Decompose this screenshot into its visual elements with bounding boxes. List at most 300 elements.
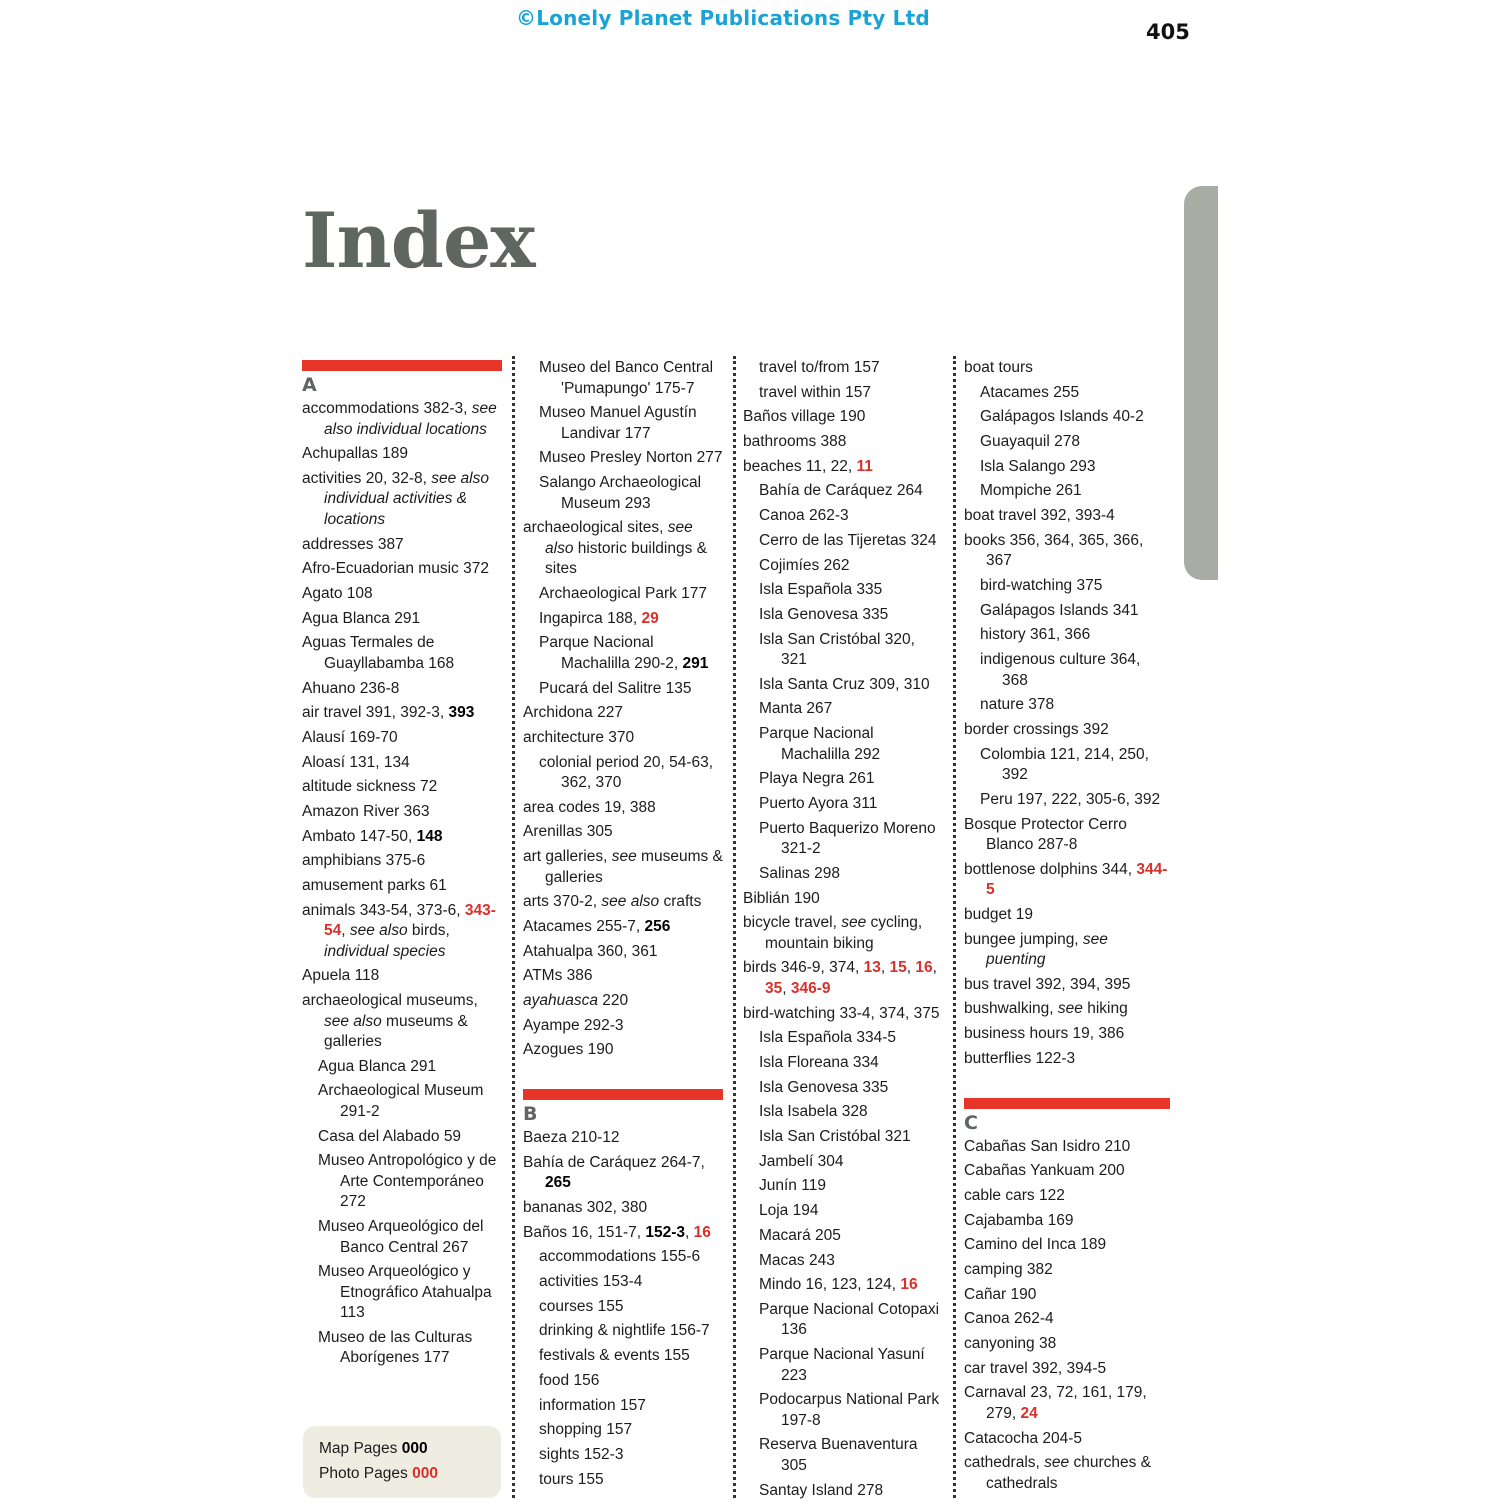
page-ref: 29: [641, 609, 659, 627]
index-subentry: [523, 1470, 723, 1491]
page-ref: 265: [545, 1174, 571, 1192]
entry-text: Archaeological Park 177: [539, 584, 708, 602]
entry-text: drinking & nightlife 156-7: [539, 1322, 710, 1340]
entry-text: cathedrals,: [964, 1454, 1045, 1472]
index-subentry: [743, 1345, 943, 1386]
index-entry: [523, 892, 723, 913]
index-subentry: [523, 753, 723, 794]
section-gap: [964, 1074, 1170, 1096]
entry-text: Isla San Cristóbal 321: [759, 1128, 911, 1146]
entry-text: border crossings 392: [964, 720, 1109, 738]
entry-text: amphibians 375-6: [302, 852, 426, 870]
index-entry: [964, 1235, 1170, 1256]
index-entry: [302, 753, 502, 774]
index-entry: [964, 1453, 1170, 1494]
page-ref: 343-54: [324, 901, 496, 940]
entry-text: Amazon River 363: [302, 802, 430, 820]
index-subentry: [964, 695, 1170, 716]
index-entry: [964, 1137, 1170, 1158]
index-subentry: [743, 1176, 943, 1197]
page-ref: 148: [416, 827, 443, 845]
entry-text: Aloasí 131, 134: [302, 753, 410, 771]
index-subentry: [743, 819, 943, 860]
index-entry: [302, 901, 502, 963]
index-entry: [302, 444, 502, 465]
copyright-notice: ©Lonely Planet Publications Pty Ltd: [516, 6, 930, 30]
entry-text: air travel 391, 392-3,: [302, 704, 449, 722]
entry-text: shopping 157: [539, 1421, 633, 1439]
entry-text: Atacames 255-7,: [523, 918, 645, 935]
page-ref: 24: [1020, 1404, 1038, 1422]
entry-text: Baños village 190: [743, 408, 866, 426]
cross-reference: see: [1044, 1454, 1070, 1472]
page-ref: 13: [863, 959, 881, 977]
entry-text: churches & cathedrals: [986, 1454, 1151, 1492]
entry-text: Galápagos Islands 40-2: [980, 408, 1144, 426]
entry-text: Canoa 262-3: [759, 507, 849, 525]
entry-text: bushwalking,: [964, 1000, 1058, 1018]
index-subentry: [743, 1435, 943, 1476]
index-subentry: [964, 745, 1170, 786]
entry-text: nature 378: [980, 696, 1055, 714]
entry-text: Guayaquil 278: [980, 433, 1080, 451]
entry-text: Cojimíes 262: [759, 556, 850, 574]
entry-text: Arenillas 305: [523, 823, 613, 841]
cross-reference: see also individual locations: [324, 400, 497, 438]
index-entry: [523, 1223, 723, 1244]
entry-text: Cabañas San Isidro 210: [964, 1137, 1131, 1155]
entry-text: beaches 11, 22,: [743, 457, 857, 475]
index-subentry: [964, 432, 1170, 453]
page-ref: 35: [765, 979, 783, 997]
entry-text: Achupallas 189: [302, 445, 408, 463]
page-ref: 15: [889, 959, 907, 977]
index-entry: [523, 942, 723, 963]
entry-text: budget 19: [964, 905, 1033, 923]
index-column-1: [302, 358, 502, 1373]
entry-text: Cerro de las Tijeretas 324: [759, 531, 937, 549]
index-subentry: [523, 1297, 723, 1318]
entry-text: Ayampe 292-3: [523, 1016, 624, 1034]
entry-text: information 157: [539, 1396, 646, 1414]
index-entry: [302, 633, 502, 674]
entry-text: Canoa 262-4: [964, 1310, 1054, 1328]
entry-text: Baños 16, 151-7,: [523, 1223, 646, 1241]
entry-text: accommodations 155-6: [539, 1248, 701, 1266]
entry-text: Aguas Termales de Guayllabamba 168: [302, 634, 455, 672]
index-entry: [302, 584, 502, 605]
index-subentry: [743, 556, 943, 577]
entry-text: Afro-Ecuadorian music 372: [302, 560, 489, 578]
index-subentry: [964, 383, 1170, 404]
entry-text: Mindo 16, 123, 124,: [759, 1276, 901, 1294]
entry-text: Archaeological Museum 291-2: [318, 1082, 484, 1120]
entry-text: Cañar 190: [964, 1285, 1037, 1303]
cross-reference: see: [1057, 1000, 1083, 1018]
index-entry: [523, 847, 723, 888]
legend-map-label: Map Pages: [319, 1440, 402, 1457]
entry-text: Museo del Banco Central 'Pumapungo' 175-7: [539, 359, 714, 397]
entry-text: architecture 370: [523, 728, 635, 746]
entry-text: indigenous culture 364, 368: [980, 651, 1141, 689]
index-entry: [964, 975, 1170, 996]
index-subentry: [743, 864, 943, 885]
entry-text: crafts: [659, 893, 702, 911]
entry-text: activities 20, 32-8,: [302, 469, 432, 487]
index-subentry: [743, 675, 943, 696]
index-subentry: [302, 1217, 502, 1258]
index-entry: [523, 703, 723, 724]
index-entry: [964, 1161, 1170, 1182]
entry-text: Parque Nacional Cotopaxi 136: [759, 1300, 940, 1339]
entry-text: birds,: [407, 922, 450, 940]
entry-text: ,: [782, 979, 791, 997]
index-entry: [743, 432, 943, 453]
cross-reference: see also individual activities & locations: [324, 469, 489, 528]
cross-reference: see also: [349, 922, 408, 940]
entry-text: archaeological sites,: [523, 519, 668, 537]
entry-text: activities 153-4: [539, 1273, 643, 1291]
index-entry: [523, 798, 723, 819]
index-entry: [523, 917, 723, 938]
entry-text: Mompiche 261: [980, 482, 1082, 500]
entry-text: canyoning 38: [964, 1335, 1057, 1352]
page-ref: 291: [682, 654, 709, 672]
index-entry: [964, 930, 1170, 971]
index-entry: [964, 1429, 1170, 1450]
index-entry: [964, 1024, 1170, 1045]
index-column-4: [964, 358, 1170, 1498]
cross-reference: see puenting: [986, 930, 1108, 969]
entry-text: ,: [906, 959, 916, 977]
section-rule: [964, 1098, 1170, 1109]
entry-text: boat tours: [964, 359, 1033, 376]
index-subentry: [743, 1226, 943, 1247]
entry-text: Archidona 227: [523, 704, 623, 722]
cross-reference: ayahuasca: [523, 992, 598, 1010]
index-entry: [302, 966, 502, 987]
index-subentry: [743, 383, 943, 404]
index-subentry: [743, 531, 943, 552]
index-entry: [964, 999, 1170, 1020]
entry-text: boat travel 392, 393-4: [964, 507, 1115, 525]
entry-text: tours 155: [539, 1470, 604, 1488]
entry-text: Galápagos Islands 341: [980, 601, 1139, 619]
index-entry: [523, 822, 723, 843]
cross-reference: see also: [545, 519, 693, 557]
index-subentry: [743, 580, 943, 601]
entry-text: Museo Arqueológico del Banco Central 267: [318, 1218, 484, 1256]
entry-text: Isla Salango 293: [980, 457, 1096, 475]
index-subentry: [743, 794, 943, 815]
entry-text: Casa del Alabado 59: [318, 1127, 462, 1145]
index-subentry: [523, 1272, 723, 1293]
index-subentry: [743, 1078, 943, 1099]
column-divider: [953, 356, 956, 1498]
index-subentry: [523, 1396, 723, 1417]
index-entry: [302, 802, 502, 823]
entry-text: bathrooms 388: [743, 433, 847, 451]
entry-text: ,: [341, 922, 350, 940]
index-entry: [964, 1383, 1170, 1424]
index-subentry: [743, 358, 943, 379]
entry-text: car travel 392, 394-5: [964, 1359, 1107, 1377]
index-subentry: [743, 1481, 943, 1502]
entry-text: museums & galleries: [324, 1012, 468, 1051]
index-entry: [523, 1016, 723, 1037]
section-letter: C: [964, 1111, 978, 1134]
entry-text: bird-watching 33-4, 374, 375: [743, 1004, 940, 1022]
entry-text: Camino del Inca 189: [964, 1236, 1107, 1254]
entry-text: Isla Genovesa 335: [759, 1078, 889, 1096]
index-entry: [523, 1153, 723, 1194]
index-subentry: [523, 1346, 723, 1367]
thumb-tab: [1184, 186, 1218, 580]
cross-reference: see: [611, 848, 637, 866]
entry-text: Colombia 121, 214, 250, 392: [980, 745, 1149, 784]
index-entry: [964, 1359, 1170, 1380]
index-entry: [523, 518, 723, 580]
index-subentry: [743, 1053, 943, 1074]
entry-text: Agua Blanca 291: [318, 1057, 437, 1075]
section-rule: [523, 1089, 723, 1100]
entry-text: Jambelí 304: [759, 1152, 844, 1170]
entry-text: bicycle travel,: [743, 914, 842, 932]
page-legend: [303, 1426, 501, 1498]
index-entry: [743, 1004, 943, 1025]
index-subentry: [523, 679, 723, 700]
index-subentry: [743, 630, 943, 671]
entry-text: Museo de las Culturas Aborígenes 177: [318, 1328, 473, 1367]
entry-text: altitude sickness 72: [302, 778, 438, 796]
legend-photo-label: Photo Pages: [319, 1465, 413, 1482]
index-subentry: [964, 790, 1170, 811]
entry-text: festivals & events 155: [539, 1347, 690, 1365]
entry-text: business hours 19, 386: [964, 1025, 1125, 1043]
page-ref: 256: [644, 918, 671, 935]
entry-text: Isla Santa Cruz 309, 310: [759, 675, 930, 693]
index-entry: [523, 728, 723, 749]
entry-text: Museo Antropológico y de Arte Contemporáneo 272: [318, 1152, 497, 1211]
index-entry: [302, 876, 502, 897]
entry-text: Ambato 147-50,: [302, 827, 417, 845]
entry-text: Baeza 210-12: [523, 1129, 620, 1147]
entry-text: Museo Presley Norton 277: [539, 449, 723, 467]
entry-text: Playa Negra 261: [759, 770, 875, 788]
index-subentry: [743, 1251, 943, 1272]
entry-text: Cabañas Yankuam 200: [964, 1162, 1125, 1180]
entry-text: bungee jumping,: [964, 930, 1083, 948]
index-entry: [302, 851, 502, 872]
index-subentry: [302, 1328, 502, 1369]
index-subentry: [964, 650, 1170, 691]
index-subentry: [523, 448, 723, 469]
entry-text: Apuela 118: [302, 967, 380, 985]
entry-text: Parque Nacional Machalilla 290-2,: [539, 634, 683, 672]
index-subentry: [743, 506, 943, 527]
column-divider: [733, 356, 736, 1498]
entry-text: Ingapirca 188,: [539, 609, 642, 627]
entry-text: cycling, mountain biking: [765, 914, 923, 952]
index-subentry: [964, 481, 1170, 502]
section-rule: [302, 360, 502, 371]
index-entry: [964, 720, 1170, 741]
index-subentry: [964, 625, 1170, 646]
index-entry: [964, 1285, 1170, 1306]
entry-text: food 156: [539, 1371, 600, 1389]
entry-text: museums & galleries: [545, 848, 723, 886]
page-title: Index: [302, 196, 535, 285]
entry-text: accommodations 382-3,: [302, 400, 472, 417]
index-entry: [523, 1198, 723, 1219]
page-ref: 344-5: [986, 860, 1168, 899]
entry-text: Salinas 298: [759, 864, 841, 882]
legend-map-value: 000: [401, 1440, 428, 1457]
entry-text: Isla Española 334-5: [759, 1029, 897, 1047]
entry-text: books 356, 364, 365, 366, 367: [964, 531, 1144, 570]
entry-text: ,: [880, 959, 890, 977]
index-subentry: [743, 1127, 943, 1148]
page-ref: 11: [856, 457, 873, 475]
entry-text: history 361, 366: [980, 626, 1091, 644]
entry-text: Isla Isabela 328: [759, 1103, 868, 1121]
entry-text: historic buildings & sites: [545, 539, 707, 578]
entry-text: Bahía de Caráquez 264-7,: [523, 1153, 705, 1171]
entry-text: Catacocha 204-5: [964, 1429, 1083, 1447]
index-entry: [743, 407, 943, 428]
index-subentry: [743, 699, 943, 720]
entry-text: sights 152-3: [539, 1445, 624, 1463]
index-subentry: [523, 358, 723, 399]
section-gap: [523, 1065, 723, 1087]
entry-text: Santay Island 278: [759, 1481, 884, 1499]
entry-text: arts 370-2,: [523, 893, 602, 911]
index-entry: [743, 457, 943, 478]
legend-photo-pages: [319, 1465, 438, 1483]
index-entry: [523, 991, 723, 1012]
entry-text: ATMs 386: [523, 967, 593, 985]
index-entry: [964, 905, 1170, 926]
index-subentry: [964, 576, 1170, 597]
entry-text: Isla Genovesa 335: [759, 605, 889, 623]
entry-text: Reserva Buenaventura 305: [759, 1436, 918, 1474]
entry-text: hiking: [1082, 1000, 1128, 1018]
index-subentry: [743, 1102, 943, 1123]
index-entry: [302, 609, 502, 630]
entry-text: Salango Archaeological Museum 293: [539, 474, 702, 512]
legend-map-pages: [319, 1440, 428, 1458]
entry-text: archaeological museums,: [302, 992, 478, 1010]
entry-text: ,: [932, 959, 937, 977]
index-entry: [302, 777, 502, 798]
entry-text: Junín 119: [759, 1177, 826, 1195]
entry-text: Cajabamba 169: [964, 1211, 1074, 1229]
entry-text: Pucará del Salitre 135: [539, 679, 692, 697]
entry-text: Biblián 190: [743, 889, 820, 907]
entry-text: Macará 205: [759, 1226, 841, 1244]
cross-reference: individual species: [324, 942, 446, 960]
entry-text: Puerto Baquerizo Moreno 321-2: [759, 819, 936, 858]
page-ref: 393: [448, 704, 475, 722]
index-subentry: [964, 407, 1170, 428]
index-subentry: [743, 769, 943, 790]
entry-text: ,: [685, 1223, 694, 1241]
entry-text: Ahuano 236-8: [302, 679, 400, 697]
index-entry: [302, 535, 502, 556]
entry-text: amusement parks 61: [302, 877, 447, 894]
entry-text: Isla San Cristóbal 320, 321: [759, 630, 915, 669]
index-subentry: [743, 1028, 943, 1049]
index-subentry: [523, 609, 723, 630]
index-subentry: [523, 584, 723, 605]
section-letter: B: [523, 1103, 538, 1126]
cross-reference: see also: [601, 893, 660, 911]
index-subentry: [743, 1300, 943, 1341]
index-subentry: [302, 1151, 502, 1213]
index-entry: [523, 1128, 723, 1149]
legend-photo-value: 000: [412, 1465, 438, 1482]
entry-text: Macas 243: [759, 1251, 835, 1269]
index-entry: [302, 679, 502, 700]
index-subentry: [964, 601, 1170, 622]
index-subentry: [743, 1275, 943, 1296]
entry-text: Alausí 169-70: [302, 728, 398, 746]
index-entry: [743, 913, 943, 954]
index-subentry: [523, 473, 723, 514]
index-subentry: [523, 1371, 723, 1392]
entry-text: 220: [597, 992, 629, 1010]
index-subentry: [302, 1262, 502, 1324]
section-letter: A: [302, 374, 317, 396]
page-ref: 16: [900, 1276, 918, 1294]
entry-text: animals 343-54, 373-6,: [302, 901, 465, 919]
entry-text: colonial period 20, 54-63, 362, 370: [539, 753, 714, 792]
entry-text: Isla Española 335: [759, 581, 883, 599]
page-ref: 346-9: [790, 979, 831, 997]
entry-text: area codes 19, 388: [523, 798, 656, 816]
index-entry: [964, 1186, 1170, 1207]
entry-text: cable cars 122: [964, 1186, 1065, 1204]
entry-text: bus travel 392, 394, 395: [964, 975, 1131, 993]
entry-text: Bosque Protector Cerro Blanco 287-8: [964, 815, 1127, 853]
entry-text: Loja 194: [759, 1202, 819, 1220]
entry-text: Agua Blanca 291: [302, 609, 421, 627]
entry-text: Bahía de Caráquez 264: [759, 482, 923, 500]
index-subentry: [523, 1445, 723, 1466]
index-entry: [743, 889, 943, 910]
index-subentry: [743, 605, 943, 626]
entry-text: Carnaval 23, 72, 161, 179, 279,: [964, 1384, 1147, 1422]
index-subentry: [302, 1081, 502, 1122]
entry-text: Peru 197, 222, 305-6, 392: [980, 790, 1161, 808]
entry-text: Atacames 255: [980, 383, 1080, 401]
index-entry: [964, 1309, 1170, 1330]
index-entry: [964, 531, 1170, 572]
index-entry: [964, 1211, 1170, 1232]
column-divider: [512, 356, 515, 1498]
entry-text: Isla Floreana 334: [759, 1054, 879, 1071]
page-number: 405: [1146, 20, 1190, 44]
index-entry: [964, 815, 1170, 856]
entry-text: bottlenose dolphins 344,: [964, 860, 1137, 878]
entry-text: butterflies 122-3: [964, 1049, 1076, 1067]
index-subentry: [302, 1127, 502, 1148]
cross-reference: see: [841, 914, 867, 932]
entry-text: Atahualpa 360, 361: [523, 942, 658, 960]
entry-text: bananas 302, 380: [523, 1199, 648, 1216]
index-subentry: [964, 457, 1170, 478]
index-subentry: [743, 724, 943, 765]
